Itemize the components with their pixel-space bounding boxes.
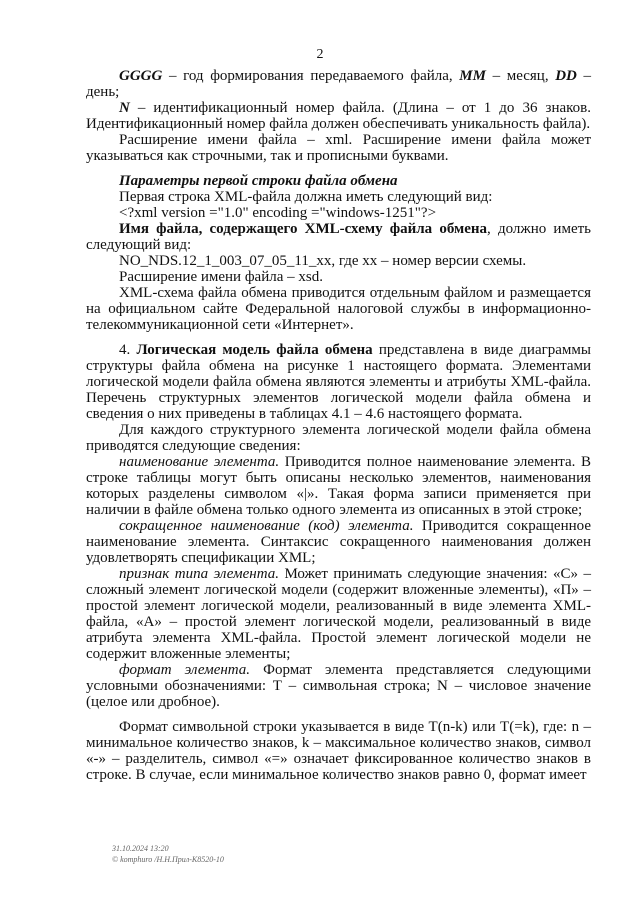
term-mm: MM: [459, 68, 486, 84]
term-dd: DD: [555, 68, 577, 84]
italic-term: формат элемента.: [119, 662, 251, 678]
footer-signature: © komphuro /Н.Н.Прил-К8520-10: [112, 855, 224, 864]
paragraph-first-line: Первая строка XML-файла должна иметь следующий вид:: [119, 189, 493, 205]
paragraph-logical-model: [86, 342, 591, 422]
italic-term: сокращенное наименование (код) элемента.: [119, 518, 414, 534]
paragraph-xml-declaration: <?xml version ="1.0" encoding ="windows-1251"?>: [119, 205, 437, 221]
text: – год формирования передаваемого файла,: [162, 68, 460, 84]
italic-term: признак типа элемента.: [119, 566, 279, 582]
text: Приводится полное наименование элемента. В строке таблицы могут быть описаны несколько элементов, наименования которых разделены символом «|». Такая форма записи применяется при наличии в файле обмена только одного элемента из описанных в этой строке;: [86, 454, 591, 518]
section-heading-first-line: [86, 173, 591, 189]
term-n: N: [119, 100, 130, 116]
paragraph-file-id: [86, 100, 591, 132]
item-number: 4.: [119, 342, 137, 358]
bold-term: Логическая модель файла обмена: [136, 342, 373, 358]
text: , должно иметь следующий вид:: [86, 221, 591, 253]
text: – месяц,: [485, 68, 556, 84]
paragraph-element-info: Для каждого структурного элемента логической модели файла обмена приводятся следующие сведения:: [86, 422, 591, 454]
document-body: [86, 68, 591, 783]
page-number: 2: [316, 47, 324, 62]
bold-term: Имя файла, содержащего XML-схему файла обмена: [119, 221, 488, 237]
paragraph-string-format: Формат символьной строки указывается в виде Т(n-k) или Т(=k), где: n – минимальное количество знаков, k – максимальное количество знаков, символ «-» – разделитель, символ «=» означает фиксированное количество знаков в строке. В случае, если минимальное количество знаков равно 0, формат имеет: [86, 719, 591, 783]
text: – идентификационный номер файла. (Длина – от 1 до 36 знаков. Идентификационный номер файла должен обеспечивать уникальность файла).: [86, 100, 591, 132]
text: Формат элемента представляется следующими условными обозначениями: Т – символьная строка; N – числовое значение (целое или дробное).: [86, 662, 591, 710]
paragraph-schema-name: [86, 221, 591, 253]
paragraph-element-type: [86, 566, 591, 662]
text: Приводится сокращенное наименование элемента. Синтаксис сокращенного наименования должен удовлетворять спецификации XML;: [86, 518, 591, 566]
italic-term: наименование элемента.: [119, 454, 280, 470]
paragraph-element-code: [86, 518, 591, 566]
paragraph-xsd: Расширение имени файла – xsd.: [119, 269, 323, 285]
paragraph-element-name: [86, 454, 591, 518]
paragraph-date-codes: [86, 68, 591, 100]
paragraph-schema-code: NO_NDS.12_1_003_07_05_11_xx, где хх – номер версии схемы.: [119, 253, 527, 269]
term-gggg: GGGG: [119, 68, 163, 84]
footer-timestamp: 31.10.2024 13:20: [112, 844, 169, 853]
footer-stamp: [112, 843, 224, 865]
text: – день;: [86, 68, 591, 100]
heading-text: Параметры первой строки файла обмена: [119, 173, 398, 189]
text: Может принимать следующие значения: «С» – сложный элемент логической модели (содержит вложенные элементы), «П» – простой элемент логической модели, реализованный в виде элемента XML-файла, «А» – простой элемент логической модели, реализованный в виде атрибута элемента XML-файла. Простой элемент логической модели не содержит вложенные элементы;: [86, 566, 591, 662]
paragraph-schema-published: XML-схема файла обмена приводится отдельным файлом и размещается на официальном сайте Федеральной налоговой службы в информационно-телекоммуникационной сети «Интернет».: [86, 285, 591, 333]
paragraph-extension: Расширение имени файла – xml. Расширение имени файла может указываться как строчными, так и прописными буквами.: [86, 132, 591, 164]
paragraph-element-format: [86, 662, 591, 710]
text: представлена в виде диаграммы структуры файла обмена на рисунке 1 настоящего формата. Элементами логической модели файла обмена являются элементы и атрибуты XML-файла. Перечень структурных элементов логической модели файла обмена и сведения о них приведены в таблицах 4.1 – 4.6 настоящего формата.: [86, 342, 591, 422]
